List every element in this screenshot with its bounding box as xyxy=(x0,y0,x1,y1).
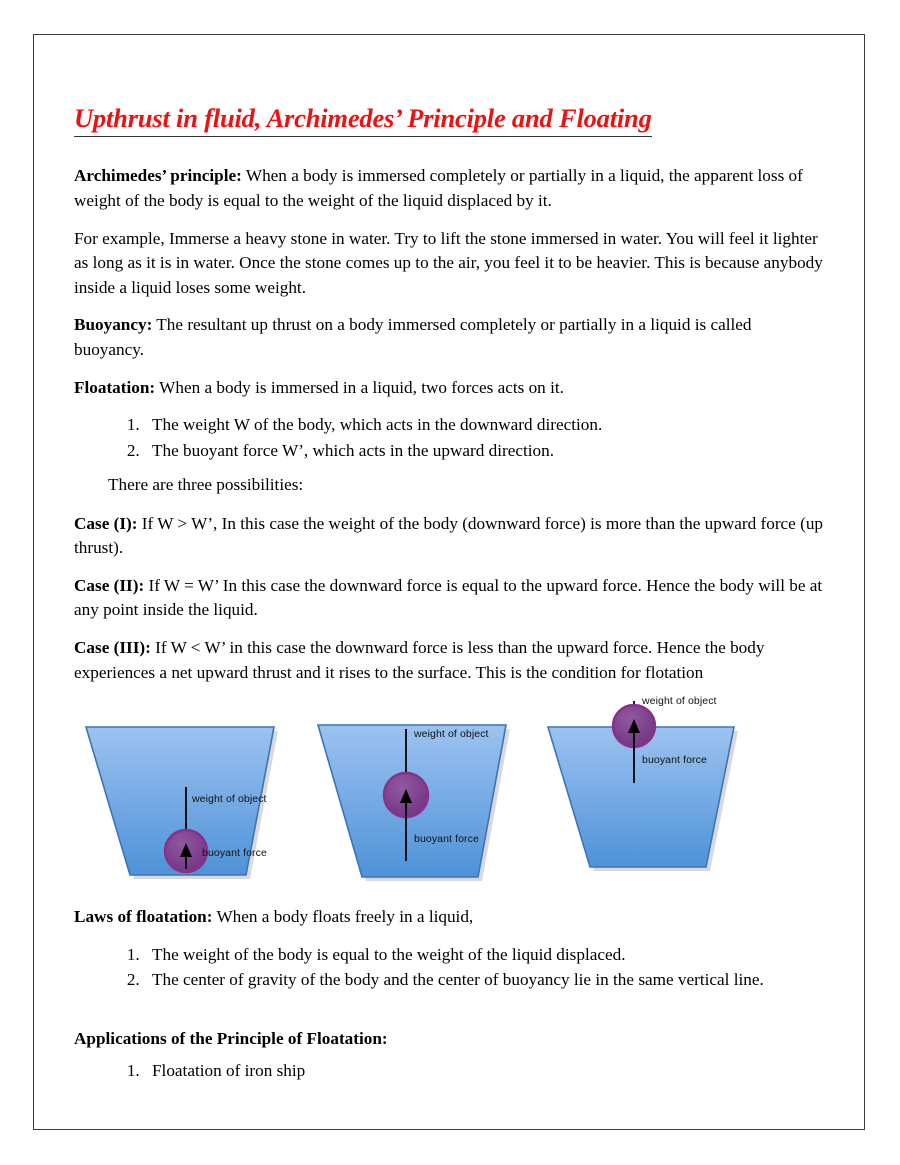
possibilities-note: There are three possibilities: xyxy=(108,475,304,495)
lead-buoyancy: Buoyancy: xyxy=(74,315,153,335)
list-item: 1. Floatation of iron ship xyxy=(144,1059,824,1083)
body-archimedes: When a body is immersed completely or partially in a liquid, the apparent loss of weight of the body is equal to the weight of the liquid displaced by it. xyxy=(74,166,803,211)
list-item: 1. The weight of the body is equal to the weight of the liquid displaced. xyxy=(144,943,824,967)
body-case-3: If W < W’ in this case the downward force is less than the upward force. Hence the body experiences a net upward thrust and it rises to the surface. This is the condition for flotation xyxy=(74,638,765,682)
label-buoyant-force: buoyant force xyxy=(414,833,479,846)
body-case-2: If W = W’ In this case the downward force is equal to the upward force. Hence the body will be at any point inside the liquid. xyxy=(74,575,823,620)
label-weight-of-object: weight of object xyxy=(414,728,489,741)
body-floatation: When a body is immersed in a liquid, two forces acts on it. xyxy=(155,377,564,397)
liquid-container xyxy=(548,727,734,867)
applications-heading: Applications of the Principle of Floatation: xyxy=(74,1028,388,1048)
lead-case-3: Case (III): xyxy=(74,638,151,658)
buoyancy-figures xyxy=(74,695,824,899)
lead-floatation: Floatation: xyxy=(74,377,156,397)
list-item: 2. The center of gravity of the body and the center of buoyancy lie in the same vertical line. xyxy=(144,968,824,992)
paragraph-archimedes-principle xyxy=(74,164,824,213)
section-spacer xyxy=(74,1003,824,1029)
page-title-wrapper xyxy=(74,103,824,150)
body-buoyancy: The resultant up thrust on a body immersed completely or partially in a liquid is called buoyancy. xyxy=(74,315,752,360)
figure-floating-svg xyxy=(536,699,796,899)
applications-list xyxy=(74,1059,824,1083)
forces-list xyxy=(74,413,824,463)
label-weight-of-object: weight of object xyxy=(192,793,267,806)
label-buoyant-force: buoyant force xyxy=(202,847,267,860)
figure-suspended xyxy=(306,699,556,899)
paragraph-example: For example, Immerse a heavy stone in water. Try to lift the stone immersed in water. You will feel it lighter as long as it is in water. Once the stone comes up to the air, you feel it to be heavier. This is because anybody inside a liquid loses some weight. xyxy=(74,228,823,297)
paragraph-case-1 xyxy=(74,512,824,561)
label-weight-of-object: weight of object xyxy=(642,695,717,708)
paragraph-floatation xyxy=(74,376,824,401)
body-case-1: If W > W’, In this case the weight of the body (downward force) is more than the upward force (up thrust). xyxy=(74,513,824,558)
list-item: 1. The weight W of the body, which acts in the downward direction. xyxy=(144,413,824,437)
lead-case-1: Case (I): xyxy=(74,513,138,533)
label-buoyant-force: buoyant force xyxy=(642,754,707,767)
page-title: Upthrust in fluid, Archimedes’ Principle and Floating xyxy=(74,103,652,137)
document-content xyxy=(74,103,824,1093)
paragraph-buoyancy xyxy=(74,313,824,362)
list-item: 2. The buoyant force W’, which acts in the upward direction. xyxy=(144,439,824,463)
lead-case-2: Case (II): xyxy=(74,575,145,595)
paragraph-case-3 xyxy=(74,636,824,685)
paragraph-laws-of-floatation xyxy=(74,905,824,930)
body-laws: When a body floats freely in a liquid, xyxy=(212,907,474,927)
paragraph-case-2 xyxy=(74,574,824,623)
document-page xyxy=(33,34,865,1130)
figure-floating xyxy=(536,695,796,899)
laws-list xyxy=(74,943,824,993)
figure-sinking xyxy=(74,699,324,899)
lead-archimedes: Archimedes’ principle: xyxy=(74,166,242,186)
lead-laws: Laws of floatation: xyxy=(74,907,213,927)
